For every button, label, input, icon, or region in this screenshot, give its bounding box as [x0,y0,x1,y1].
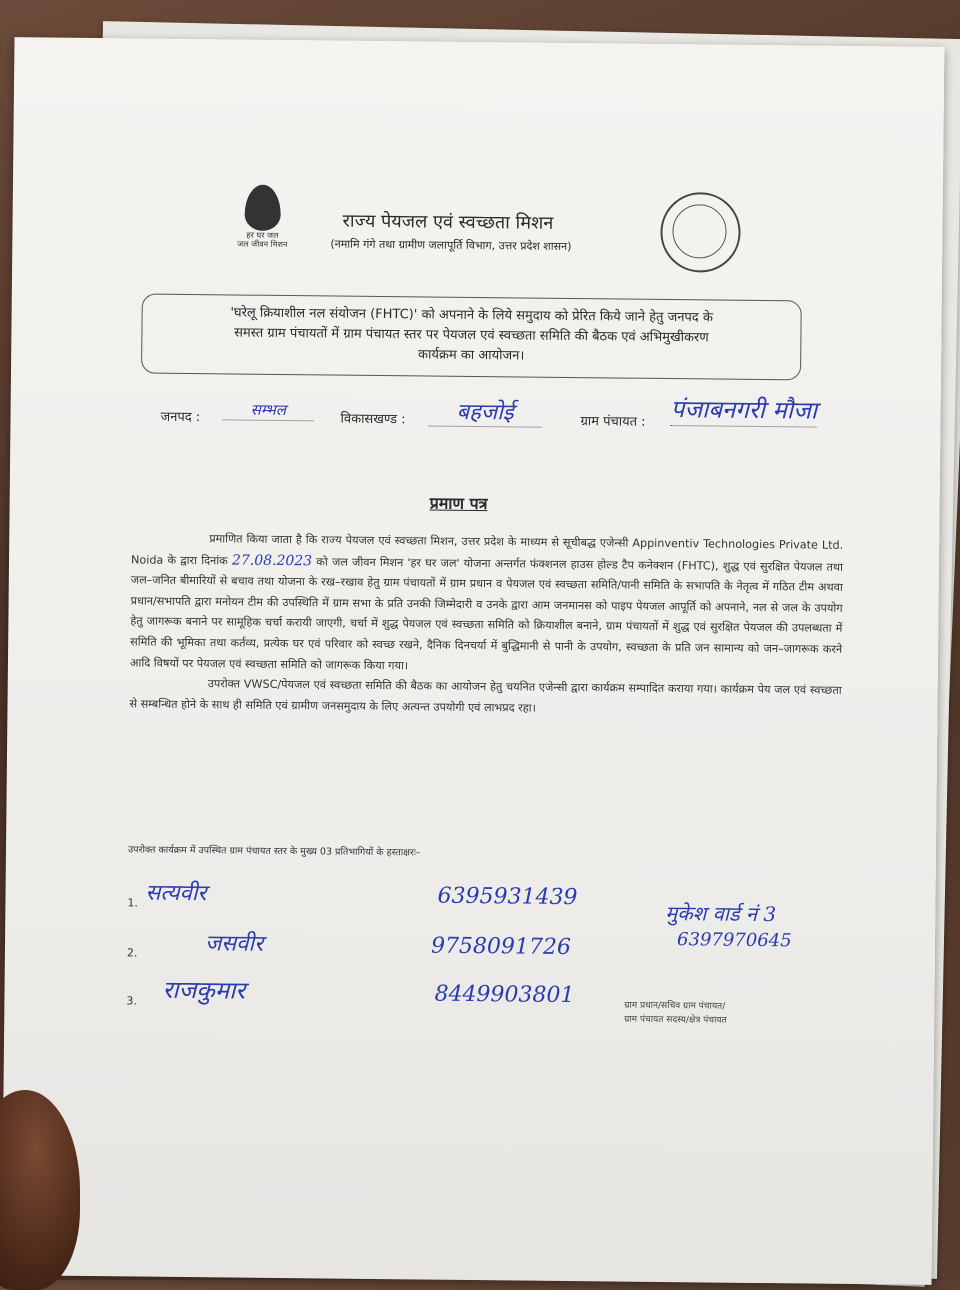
certificate-page [2,37,945,1285]
signature-phone-2: 9758091726 [430,933,572,961]
panchayat-field [670,392,817,428]
logo-left-caption: हर घर जल जल जीवन मिशन [237,230,288,250]
certificate-body [129,528,843,722]
notice-line-3: कार्यक्रम का आयोजन। [417,347,525,364]
paragraph-1-part-a: प्रमाणित किया जाता है कि राज्य पेयजल एवं स्वच्छता मिशन, उत्तर प्रदेश के माध्यम से सूचीबद्ध एजेन्सी Appinventiv Technologies Private Ltd. Noida के द्वारा दिनांक [130,532,844,568]
signature-name-2: जसवीर [204,931,264,957]
block-field [428,396,541,428]
designation-line-1: ग्राम प्रधान/सचिव ग्राम पंचायत/ [624,1000,726,1012]
panchayat-value: पंजाबनगरी मौजा [670,395,818,425]
signature-name-3: राजकुमार [162,975,246,1005]
signature-index-1: 1. [127,896,139,910]
location-fields [160,395,861,430]
district-label: जनपद : [160,409,201,426]
district-field [223,399,315,421]
signature-phone-1: 6395931439 [437,883,578,911]
certificate-heading: प्रमाण पत्र [429,493,488,514]
water-drop-icon [244,185,280,231]
event-date: 27.08.2023 [231,552,313,569]
certificate-paragraph-2: उपरोक्त VWSC/पेयजल एवं स्वच्छता समिति की बैठक का आयोजन हेतु चयनित एजेन्सी द्वारा कार्यक्रम सम्पादित कराया गया। कार्यक्रम पेय जल एवं स्वच्छता से सम्बन्धित होने के साथ ही समिति एवं ग्रामीण जनसमुदाय के लिए अत्यन्त उपयोगी एवं लाभप्रद रहा। [129,677,842,715]
panchayat-label: ग्राम पंचायत : [580,414,646,430]
notice-box [141,294,802,381]
district-value: सम्भल [250,400,287,420]
up-government-seal-icon [660,192,741,273]
signatory-designation [624,999,727,1028]
notice-line-2: समस्त ग्राम पंचायतों में ग्राम पंचायत स्तर पर पेयजल एवं स्वच्छता समिति की बैठक एवं अभिमुखीकरण [234,325,709,346]
page-subtitle: (नमामि गंगे तथा ग्रामीण जलापूर्ति विभाग, उत्तर प्रदेश शासन) [330,237,572,254]
block-label: विकासखण्ड : [340,411,406,428]
certificate-paragraph-1 [130,528,843,681]
signature-name-1: सत्यवीर [145,880,207,907]
pradhan-signature: मुकेश वार्ड नं 3 [665,901,777,927]
har-ghar-jal-logo [227,184,298,275]
paragraph-1-part-b: को जल जीवन मिशन 'हर घर जल' योजना अन्तर्गत फंक्शनल हाउस होल्ड टैप कनेक्शन (FHTC), शुद्ध एवं सुरक्षित पेयजल तथा जल–जनित बीमारियों से बचाव तथा योजना के रख–रखाव हेतु ग्राम पंचायतों में ग्राम प्रधान व पेयजल एवं स्वच्छता समिति/पानी समिति के सभापति के नेतृत्व में गठित टीम अथवा प्रधान/सभापति द्वारा मनोयन टीम की उपस्थिति में ग्राम सभा के प्रति उनकी जिम्मेदारी व उनके द्वारा आम जनमानस को पाइप पेयजल आपूर्ति को अपनाने, नल से जल के उपयोग हेतु जागरूक बनाने पर सामूहिक चर्चा करायी जाएगी, चर्चा में शुद्ध पेयजल एवं स्वच्छता समिति को क्रियाशील बनाने, ग्राम पंचायतों में शुद्ध एवं सुरक्षित पेयजल की उपलब्धता में समिति की भूमिका तथा कर्तव्य, प्रत्येक घर एवं परिवार को स्वच्छ रखने, दैनिक दिनचर्या में बुद्धिमानी से पानी के उपयोग, स्वच्छता के प्रति जन सामान्य को जन–जागरूक करने आदि विषयों पर पेयजल एवं स्वच्छता समिति को जागरूक किया गया। [129,554,844,672]
pradhan-phone: 6397970645 [676,929,792,952]
notice-line-1: 'घरेलू क्रियाशील नल संयोजन (FHTC)' को अपनाने के लिये समुदाय को प्रेरित किये जाने हेतु जनपद के [230,305,713,326]
block-value: बहजोई [456,399,514,426]
signature-index-3: 3. [126,994,137,1008]
designation-line-2: ग्राम पंचायत सदस्य/क्षेत्र पंचायत [624,1014,727,1026]
signature-index-2: 2. [126,946,138,960]
page-title: राज्य पेयजल एवं स्वच्छता मिशन [342,210,554,234]
signatures-intro: उपरोक्त कार्यक्रम में उपस्थित ग्राम पंचायत स्तर के मुख्य 03 प्रतिभागियों के हस्ताक्षरः– [127,844,421,859]
signature-phone-3: 8449903801 [434,981,575,1009]
